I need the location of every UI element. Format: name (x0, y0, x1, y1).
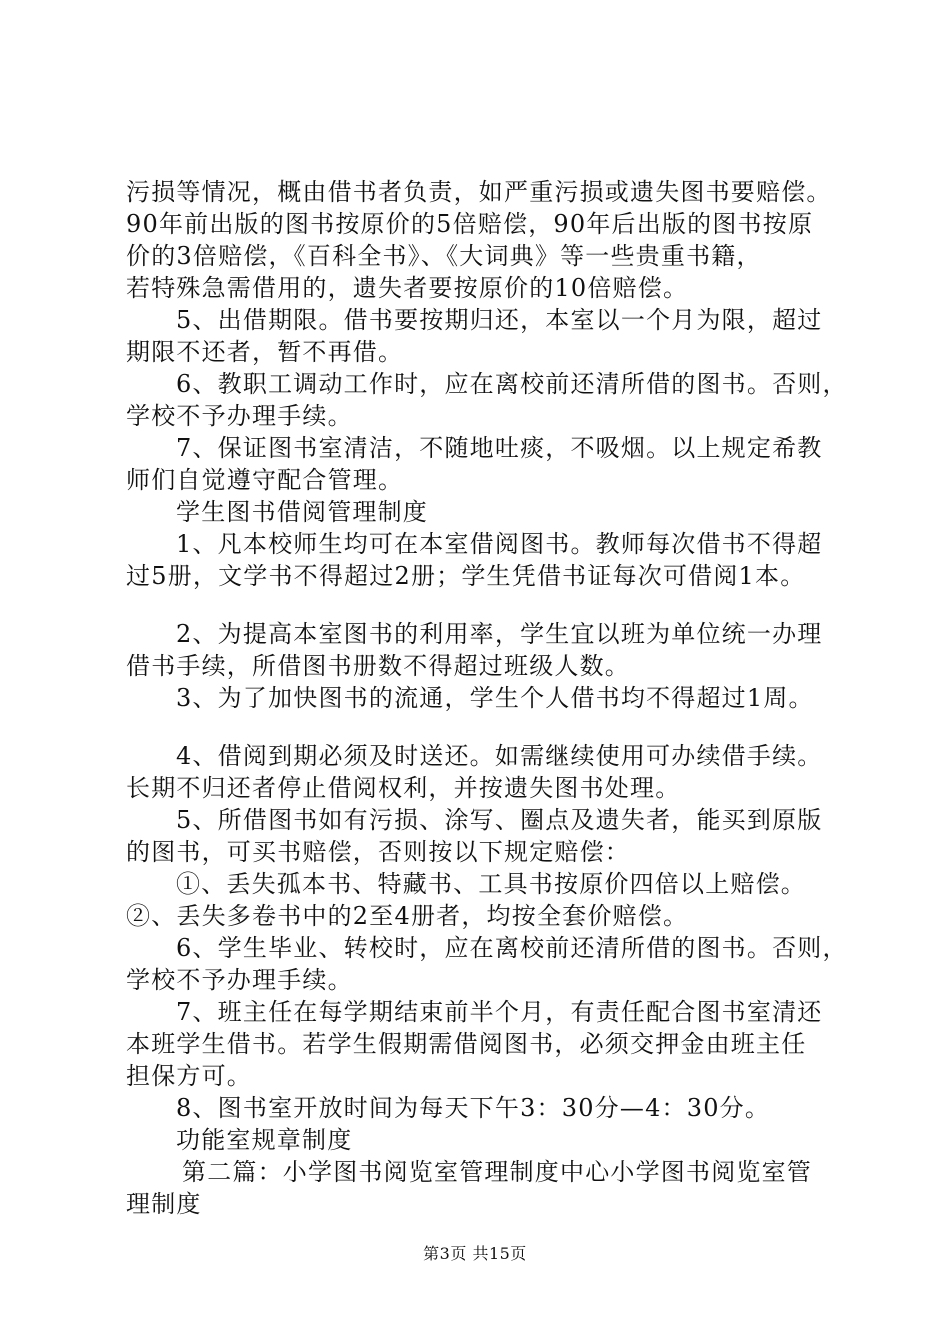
section-heading: 功能室规章制度 (176, 1126, 353, 1154)
chapter-heading: 第二篇：小学图书阅览室管理制度中心小学图书阅览室管 (182, 1158, 812, 1186)
paragraph-line: 7、班主任在每学期结束前半个月，有责任配合图书室清还 (176, 998, 823, 1026)
paragraph-line: 5、所借图书如有污损、涂写、圈点及遗失者，能买到原版 (176, 806, 823, 834)
paragraph-line: 8、图书室开放时间为每天下午3：30分—4：30分。 (176, 1094, 771, 1122)
paragraph-line: ②、丢失多卷书中的2至4册者，均按全套价赔偿。 (126, 902, 689, 930)
paragraph-line: 3、为了加快图书的流通，学生个人借书均不得超过1周。 (176, 684, 814, 712)
paragraph-line: 本班学生借书。若学生假期需借阅图书，必须交押金由班主任 (126, 1030, 807, 1058)
paragraph-line: 6、教职工调动工作时，应在离校前还清所借的图书。否则， (176, 370, 848, 398)
paragraph-line: 价的3倍赔偿，《百科全书》、《大词典》等一些贵重书籍， (126, 242, 762, 270)
paragraph-line: 的图书，可买书赔偿，否则按以下规定赔偿： (126, 838, 630, 866)
paragraph-line: 1、凡本校师生均可在本室借阅图书。教师每次借书不得超 (176, 530, 823, 558)
paragraph-line: 90年前出版的图书按原价的5倍赔偿，90年后出版的图书按原 (126, 210, 814, 238)
paragraph-line: 担保方可。 (126, 1062, 252, 1090)
paragraph-line: 过5册，文学书不得超过2册；学生凭借书证每次可借阅1本。 (126, 562, 806, 590)
paragraph-line: 2、为提高本室图书的利用率，学生宜以班为单位统一办理 (176, 620, 823, 648)
paragraph-line: 借书手续，所借图书册数不得超过班级人数。 (126, 652, 630, 680)
paragraph-line: 4、借阅到期必须及时送还。如需继续使用可办续借手续。 (176, 742, 823, 770)
paragraph-line: 学校不予办理手续。 (126, 966, 353, 994)
paragraph-line: 7、保证图书室清洁，不随地吐痰，不吸烟。以上规定希教 (176, 434, 823, 462)
paragraph-line: 长期不归还者停止借阅权利，并按遗失图书处理。 (126, 774, 681, 802)
paragraph-line: ①、丢失孤本书、特藏书、工具书按原价四倍以上赔偿。 (176, 870, 806, 898)
chapter-heading: 理制度 (126, 1190, 202, 1218)
paragraph-line: 6、学生毕业、转校时，应在离校前还清所借的图书。否则， (176, 934, 848, 962)
paragraph-line: 师们自觉遵守配合管理。 (126, 466, 404, 494)
paragraph-line: 5、出借期限。借书要按期归还，本室以一个月为限，超过 (176, 306, 823, 334)
paragraph-line: 学校不予办理手续。 (126, 402, 353, 430)
section-heading: 学生图书借阅管理制度 (176, 498, 428, 526)
paragraph-line: 期限不还者，暂不再借。 (126, 338, 404, 366)
paragraph-line: 污损等情况，概由借书者负责，如严重污损或遗失图书要赔偿。 (126, 178, 832, 206)
paragraph-line: 若特殊急需借用的，遗失者要按原价的10倍赔偿。 (126, 274, 689, 302)
page-footer: 第3页 共15页 (423, 1244, 527, 1263)
